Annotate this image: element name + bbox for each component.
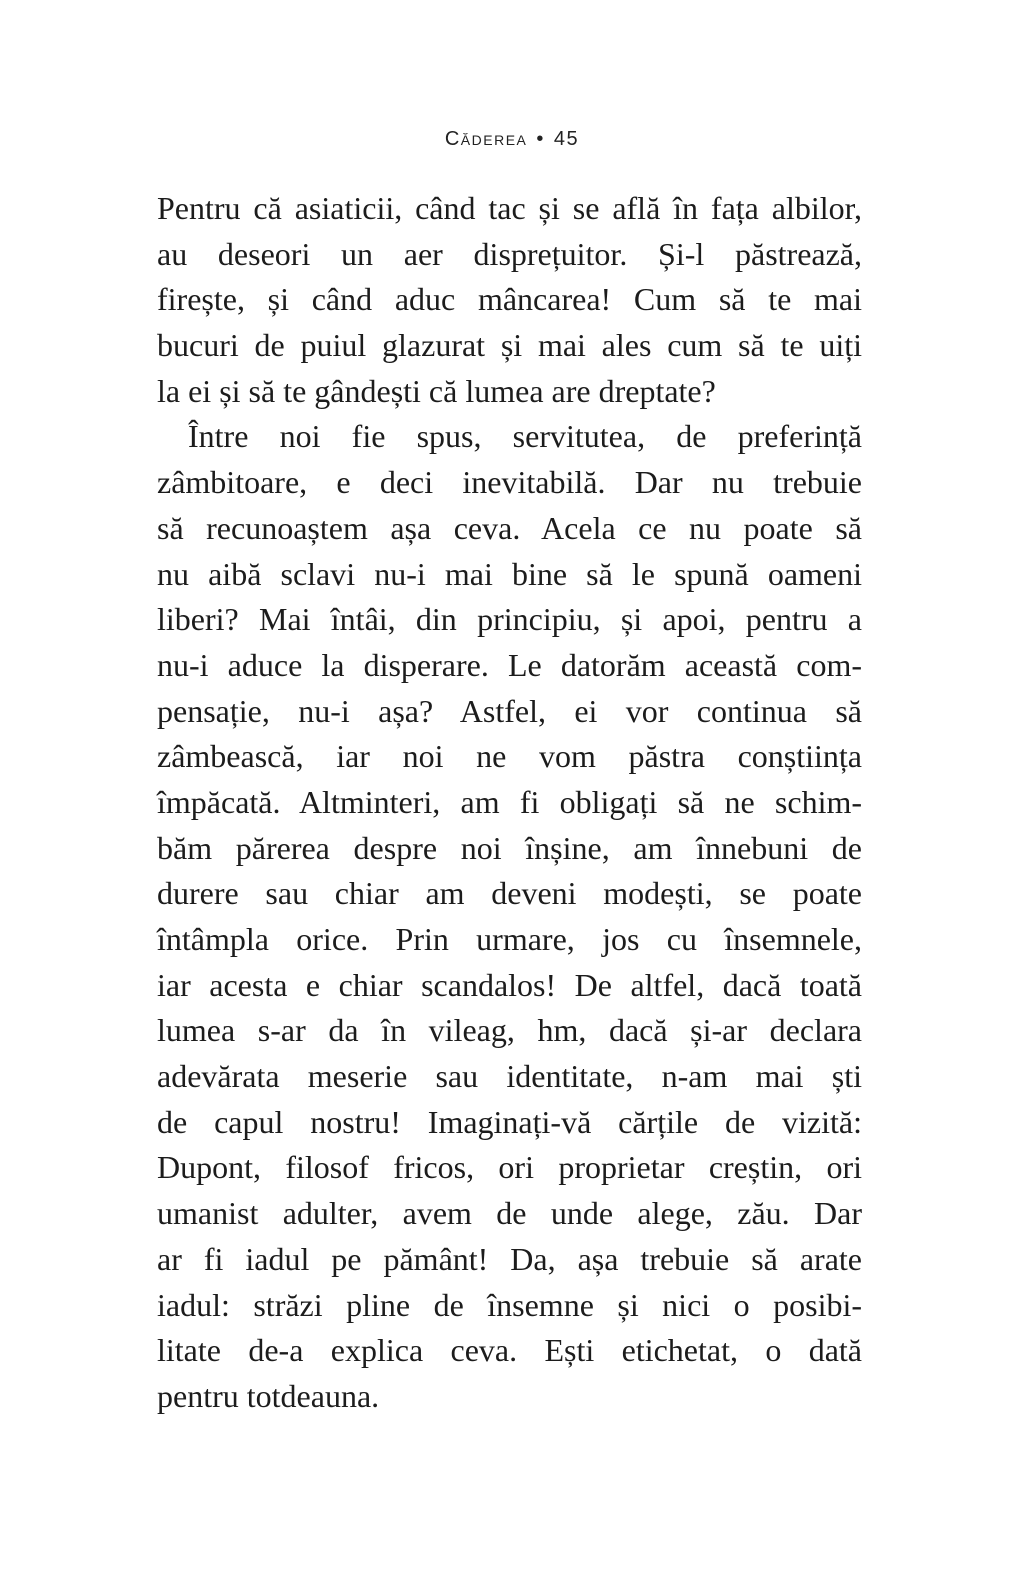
text-line: zâmbitoare, e deci inevitabilă. Dar nu trebuie — [157, 464, 862, 501]
text-line: Pentru că asiaticii, când tac și se află în fața albilor, — [157, 190, 862, 226]
text-line: iar acesta e chiar scandalos! De altfel, dacă toată — [157, 966, 862, 1003]
text-line: nu aibă sclavi nu-i mai bine să le spună oameni — [157, 555, 862, 592]
text-line: durere sau chiar am deveni modești, se poate — [157, 875, 862, 912]
chapter-title: Căderea — [444, 128, 528, 150]
text-line: adevărata meserie sau identitate, n-am mai ști — [157, 1058, 862, 1095]
body-text — [157, 186, 862, 1420]
text-line: bucuri de puiul glazurat și mai ales cum să te uiți — [157, 327, 862, 364]
text-line: lumea s-ar da în vileag, hm, dacă și-ar declara — [157, 1012, 862, 1049]
text-line: pensație, nu-i așa? Astfel, ei vor continua să — [157, 692, 862, 729]
text-line: umanist adulter, avem de unde alege, zău. Dar — [157, 1195, 862, 1232]
text-line: liberi? Mai întâi, din principiu, și apoi, pentru a — [157, 601, 862, 638]
text-line: de capul nostru! Imaginați-vă cărțile de vizită: — [157, 1103, 862, 1140]
text-line: Între noi fie spus, servitutea, de preferință — [188, 418, 862, 455]
text-line: iadul: străzi pline de însemne și nici o posibi- — [157, 1286, 862, 1323]
text-line: întâmpla orice. Prin urmare, jos cu însemnele, — [157, 921, 862, 957]
text-line: au deseori un aer disprețuitor. Și-l păstrează, — [157, 235, 862, 272]
text-line: împăcată. Altminteri, am fi obligați să ne schim- — [157, 783, 862, 820]
text-line: să recunoaștem așa ceva. Acela ce nu poate să — [157, 509, 862, 546]
page-number: 45 — [553, 128, 580, 150]
text-line: nu-i aduce la disperare. Le datorăm această com- — [157, 646, 862, 683]
text-line: zâmbească, iar noi ne vom păstra conștiința — [157, 738, 862, 775]
text-line: firește, și când aduc mâncarea! Cum să te mai — [157, 281, 862, 318]
text-line: Dupont, filosof fricos, ori proprietar creștin, ori — [157, 1149, 862, 1186]
text-line: băm părerea despre noi înșine, am înnebuni de — [157, 829, 862, 866]
text-line: ar fi iadul pe pământ! Da, așa trebuie să arate — [157, 1240, 862, 1277]
text-line: litate de-a explica ceva. Ești etichetat, o dată — [157, 1332, 862, 1369]
header-separator: • — [536, 128, 545, 150]
running-head — [0, 128, 1024, 151]
text-line: pentru totdeauna. — [157, 1377, 380, 1414]
text-line: la ei și să te gândești că lumea are dreptate? — [157, 372, 716, 409]
